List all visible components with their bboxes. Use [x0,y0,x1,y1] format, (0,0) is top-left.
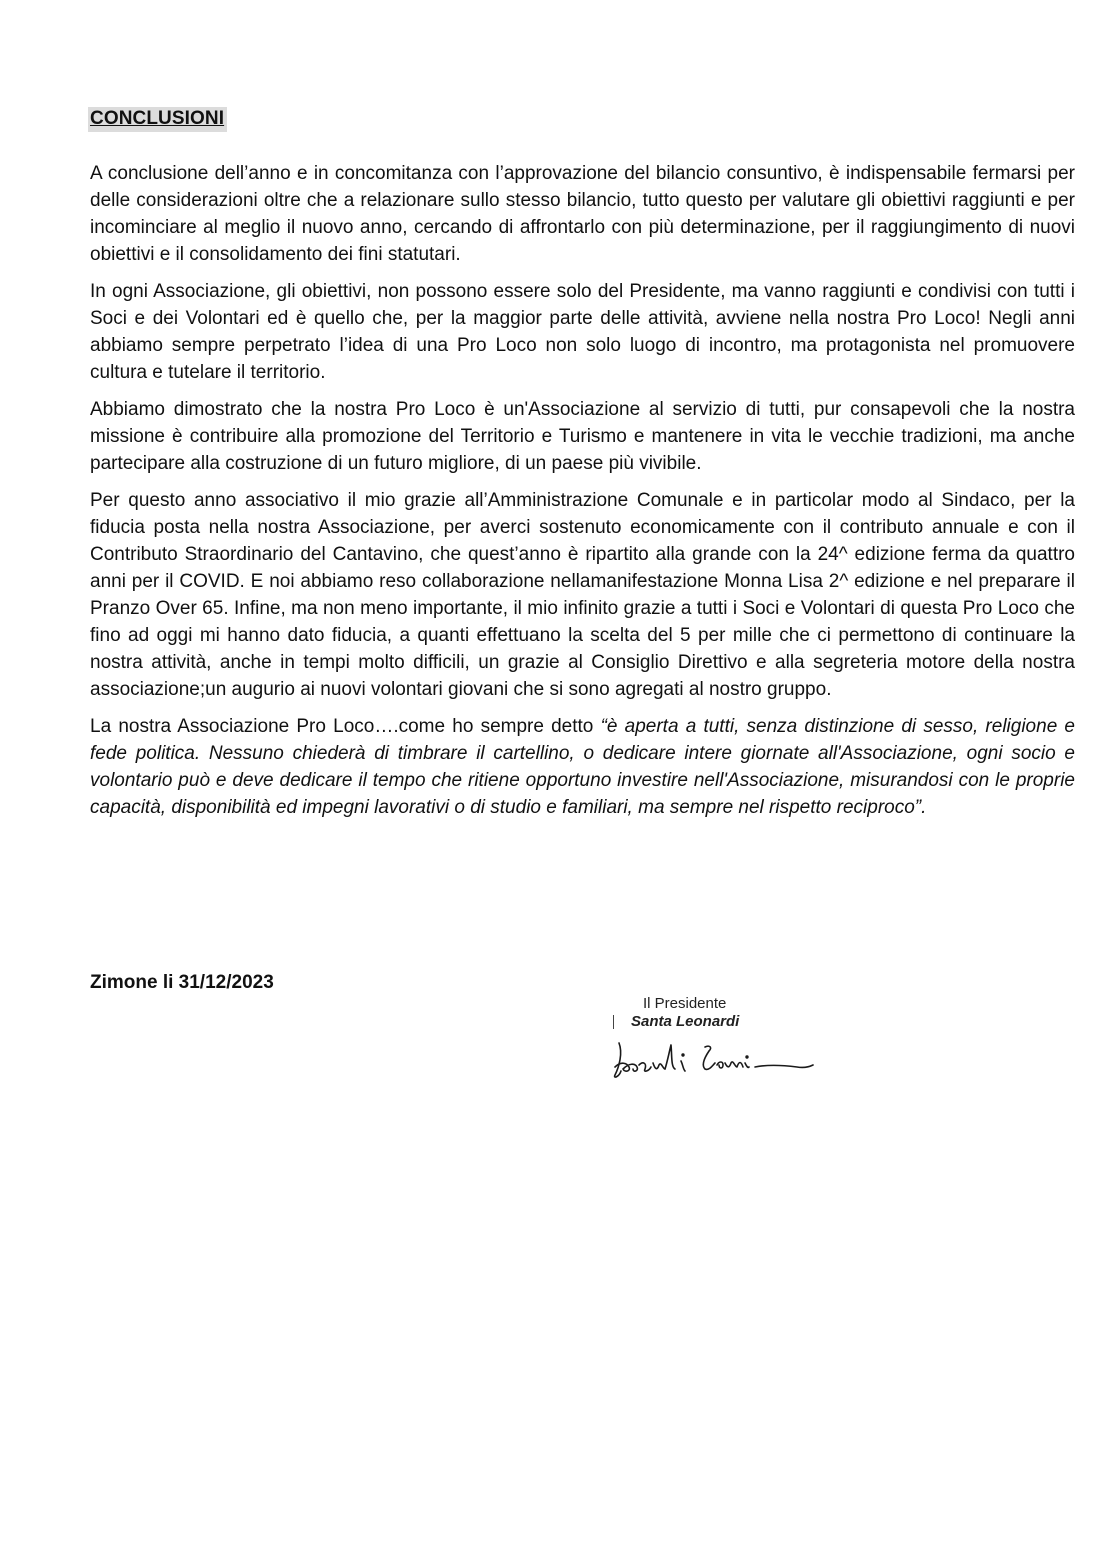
paragraph-4: Per questo anno associativo il mio grazie all’Amministrazione Comunale e in particolar modo al Sindaco, per la fiducia posta nella nostra Associazione, per averci sostenuto economicamente con il contributo annuale e con il Contributo Straordinario del Cantavino, che quest’anno è ripartito alla grande con la 24^ edizione ferma da quattro anni per il COVID. E noi abbiamo reso collaborazione nellamanifestazione Monna Lisa 2^ edizione e nel preparare il Pranzo Over 65. Infine, ma non meno importante, il mio infinito grazie a tutti i Soci e Volontari di questa Pro Loco che fino ad oggi mi hanno dato fiducia, a quanti effettuano la scelta del 5 per mille che ci permettono di continuare la nostra attività, anche in tempi molto difficili, un grazie al Consiglio Direttivo e alla segreteria motore della nostra associazione;un augurio ai nuovi volontari giovani che si sono agregati al nostro gruppo. [90,490,1075,700]
handwritten-signature-icon [605,1023,835,1083]
closing-intro: La nostra Associazione Pro Loco….come ho sempre detto [90,716,601,737]
signature-title: Il Presidente [643,995,727,1012]
signature-name: Santa Leonardi [631,1013,740,1030]
paragraph-3: Abbiamo dimostrato che la nostra Pro Loco è un'Associazione al servizio di tutti, pur consapevoli che la nostra missione è contribuire alla promozione del Territorio e Turismo e mantenere in vita le vecchie tradizioni, ma anche partecipare alla costruzione di un futuro migliore, di un paese più vivibile. [90,399,1075,474]
signature-block [605,993,835,1093]
paragraph-1: A conclusione dell’anno e in concomitanza con l’approvazione del bilancio consuntivo, è indispensabile fermarsi per delle considerazioni oltre che a relazionare sullo stesso bilancio, tutto questo per valutare gli obiettivi raggiunti e per incominciare al meglio il nuovo anno, cercando di affrontarlo con più determinazione, per il raggiungimento di nuovi obiettivi e il consolidamento dei fini statutari. [90,163,1075,265]
paragraph-2: In ogni Associazione, gli obiettivi, non possono essere solo del Presidente, ma vanno raggiunti e condivisi con tutti i Soci e dei Volontari ed è quello che, per la maggior parte delle attività, avviene nella nostra Pro Loco! Negli anni abbiamo sempre perpetrato l’idea di una Pro Loco non solo luogo di incontro, ma protagonista nel promuovere cultura e tutelare il territorio. [90,281,1075,383]
document-body [90,160,1075,831]
closing-paragraph [90,713,1075,821]
section-heading: CONCLUSIONI [88,107,227,132]
closing-quote: “è aperta a tutti, senza distinzione di sesso, religione e fede politica. Nessuno chiederà di timbrare il cartellino, o dedicare intere giornate all'Associazione, ogni socio e volontario può e deve dedicare il tempo che ritiene opportuno investire nell'Associazione, misurandosi con le proprie capacità, disponibilità ed impegni lavorativi o di studio e familiari, ma sempre nel rispetto reciproco”. [90,716,1076,818]
place-date: Zimone li 31/12/2023 [90,972,274,993]
